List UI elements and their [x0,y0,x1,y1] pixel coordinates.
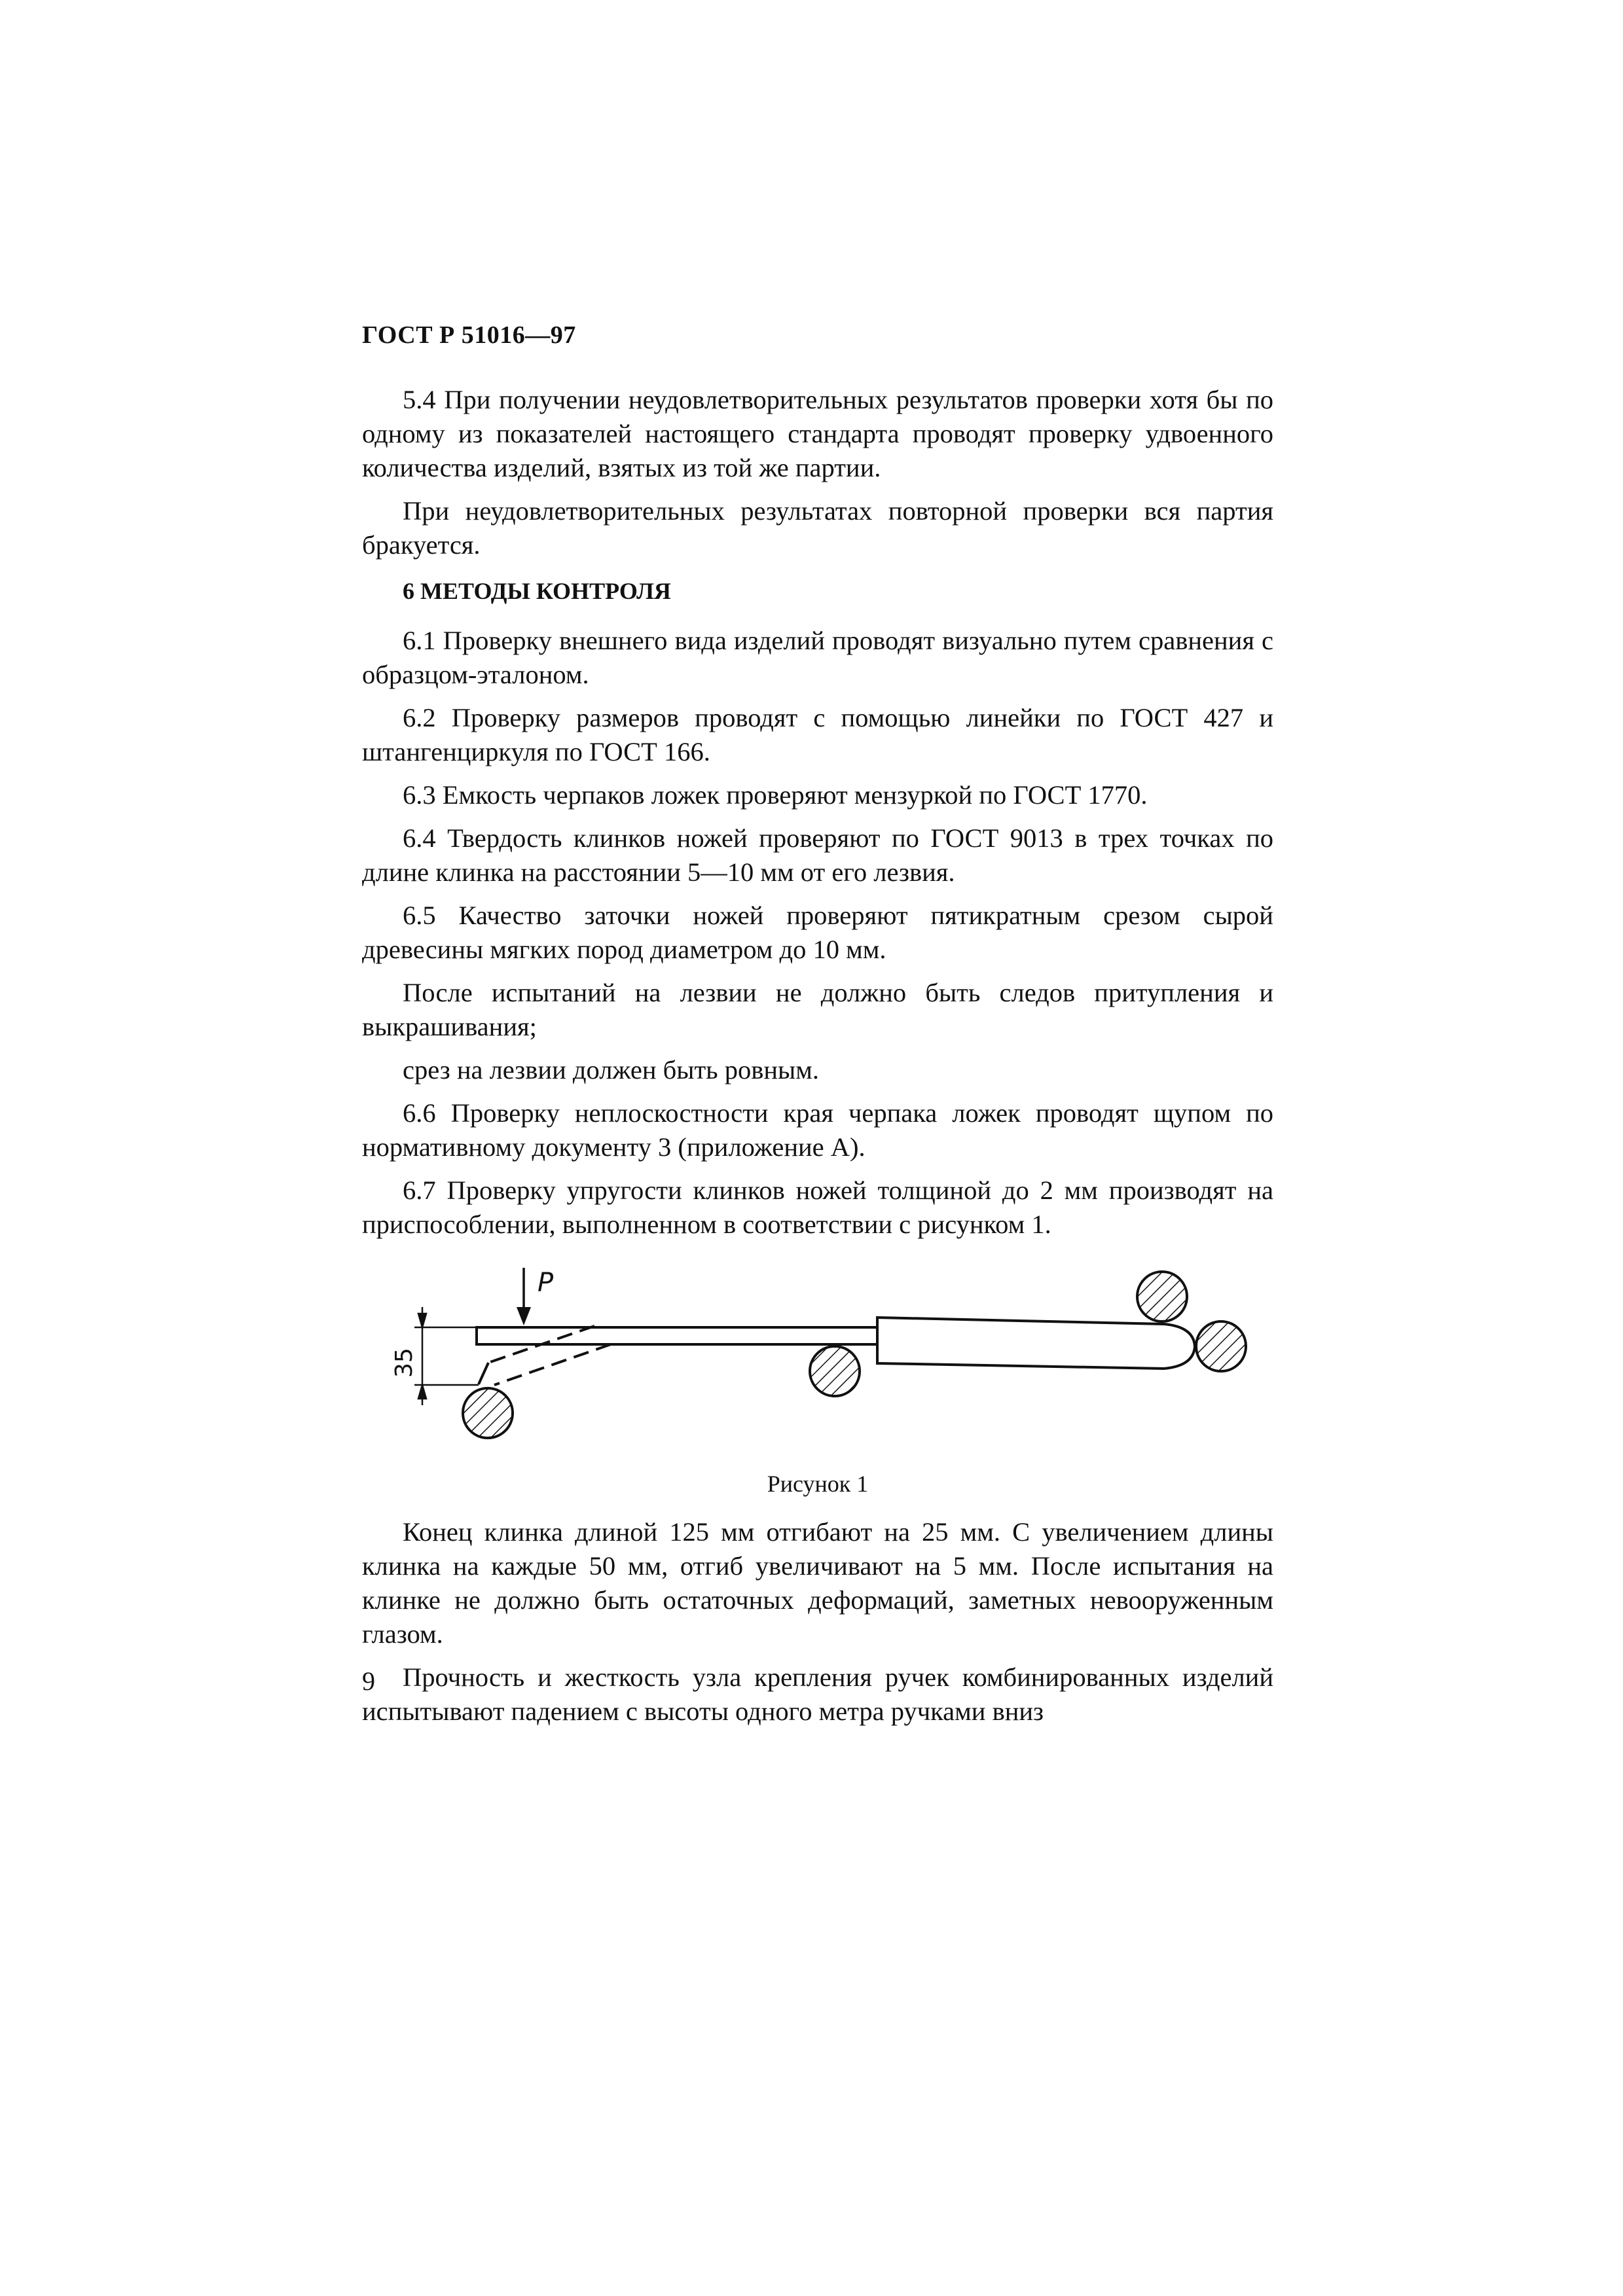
support-roller-top-right [1137,1272,1187,1321]
figure-1 [362,1268,1273,1444]
document-header: ГОСТ Р 51016—97 [362,321,576,349]
blade [477,1327,877,1344]
paragraph: После испытаний на лезвии не должно быть следов притупления и выкрашивания; [362,978,1273,1041]
figure-caption: Рисунок 1 [767,1471,869,1497]
handle [877,1318,1195,1369]
paragraph: 6.7 Проверку упругости клинков ножей толщиной до 2 мм производят на приспособлении, выполненном в соответствии с рисунком 1. [362,1175,1273,1239]
paragraph: 6.3 Емкость черпаков ложек проверяют мензуркой по ГОСТ 1770. [403,780,1148,810]
paragraph: срез на лезвии должен быть ровным. [403,1055,819,1085]
paragraph: При неудовлетворительных результатах повторной проверки вся партия бракуется. [362,496,1273,560]
paragraph: 6.6 Проверку неплоскостности края черпака ложек проводят щупом по нормативному документу 3 (приложение А). [362,1098,1273,1162]
paragraph: 6.1 Проверку внешнего вида изделий проводят визуально путем сравнения с образцом-эталоном. [362,626,1273,689]
paragraph: 6.4 Твердость клинков ножей проверяют по ГОСТ 9013 в трех точках по длине клинка на расстоянии 5—10 мм от его лезвия. [362,823,1273,887]
support-roller-right [1196,1321,1246,1371]
page-number: 9 [362,1666,375,1696]
section-title: 6 МЕТОДЫ КОНТРОЛЯ [403,578,671,604]
document-body [362,383,1273,1738]
paragraph: 6.2 Проверку размеров проводят с помощью линейки по ГОСТ 427 и штангенциркуля по ГОСТ 166. [362,703,1273,766]
paragraph: 6.5 Качество заточки ножей проверяют пятикратным срезом сырой древесины мягких пород диаметром до 10 мм. [362,901,1273,964]
paragraph: Конец клинка длиной 125 мм отгибают на 25 мм. С увеличением длины клинка на каждые 50 мм, отгиб увеличивают на 5 мм. После испытания на клинке не должно быть остаточных деформаций, заметных невооруженным глазом. [362,1517,1273,1649]
paragraph: Прочность и жесткость узла крепления ручек комбинированных изделий испытывают падением с высоты одного метра ручками вниз [362,1662,1273,1726]
dimension-label: 35 [391,1348,418,1378]
paragraph: 5.4 При получении неудовлетворительных результатов проверки хотя бы по одному из показателей настоящего стандарта проводят проверку удвоенного количества изделий, взятых из той же партии. [362,385,1273,482]
force-label: P [538,1268,554,1298]
support-roller-left [463,1388,513,1438]
dimension-line [414,1307,479,1405]
force-arrow [517,1268,531,1325]
support-roller-middle [810,1346,860,1396]
knife-elasticity-test-diagram [362,1268,1273,1444]
